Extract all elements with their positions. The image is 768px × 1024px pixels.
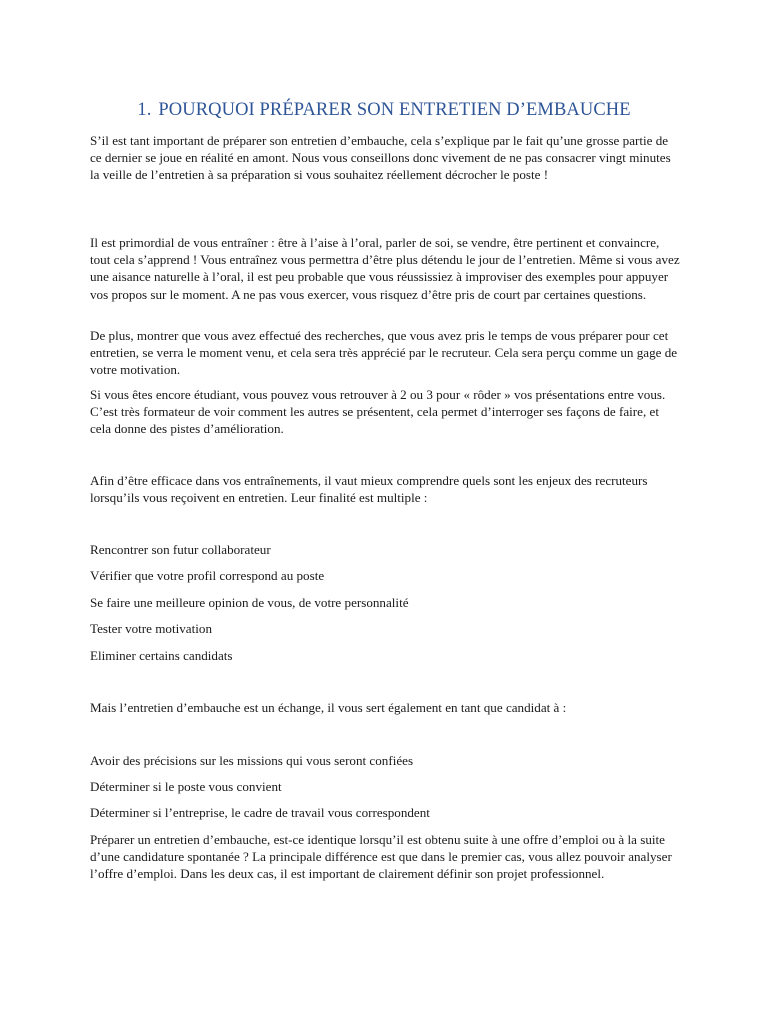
candidate-goal-item: Déterminer si le poste vous convient bbox=[90, 779, 282, 794]
conclusion-paragraph: Préparer un entretien d’embauche, est-ce identique lorsqu’il est obtenu suite à une offre d’emploi ou à la suite d’une candidature spontanée ? La principale différence est que dans le premier cas, vous allez pouvoir analyser l’offre d’emploi. Dans les deux cas, il est important de clairement définir son projet professionnel. bbox=[90, 832, 672, 882]
candidate-goal-item: Avoir des précisions sur les missions qui vous seront confiées bbox=[90, 753, 414, 768]
recruiter-goal-item: Eliminer certains candidats bbox=[90, 648, 233, 663]
research-paragraph: De plus, montrer que vous avez effectué des recherches, que vous avez pris le temps de vous préparer pour cet entretien, se verra le moment venu, et cela sera très apprécié par le recruteur. Cela sera perçu comme un gage de votre motivation. bbox=[90, 328, 678, 378]
heading-number: 1. bbox=[137, 100, 152, 120]
students-paragraph: Si vous êtes encore étudiant, vous pouvez vous retrouver à 2 ou 3 pour « rôder » vos présentations entre vous. C’est très formateur de voir comment les autres se présentent, cela permet d’interroger ses façons de faire, et cela donne des pistes d’amélioration. bbox=[90, 387, 666, 437]
exchange-paragraph: Mais l’entretien d’embauche est un échange, il vous sert également en tant que candidat à : bbox=[90, 700, 567, 715]
section-heading bbox=[0, 100, 768, 121]
heading-text: POURQUOI PRÉPARER SON ENTRETIEN D’EMBAUCHE bbox=[158, 100, 631, 120]
recruiter-goal-item: Rencontrer son futur collaborateur bbox=[90, 542, 271, 557]
stakes-paragraph: Afin d’être efficace dans vos entraînements, il vaut mieux comprendre quels sont les enjeux des recruteurs lorsqu’ils vous reçoivent en entretien. Leur finalité est multiple : bbox=[90, 473, 648, 506]
recruiter-goal-item: Se faire une meilleure opinion de vous, de votre personnalité bbox=[90, 595, 409, 610]
recruiter-goal-item: Tester votre motivation bbox=[90, 621, 212, 636]
candidate-goal-item: Déterminer si l’entreprise, le cadre de travail vous correspondent bbox=[90, 805, 430, 820]
intro-paragraph: S’il est tant important de préparer son entretien d’embauche, cela s’explique par le fait qu’une grosse partie de ce dernier se joue en réalité en amont. Nous vous conseillons donc vivement de ne pas consacrer vingt minutes la veille de l’entretien à sa préparation si vous souhaitez réellement décrocher le poste ! bbox=[90, 133, 671, 183]
recruiter-goal-item: Vérifier que votre profil correspond au poste bbox=[90, 568, 325, 583]
training-paragraph: Il est primordial de vous entraîner : être à l’aise à l’oral, parler de soi, se vendre, être pertinent et convaincre, tout cela s’apprend ! Vous entraînez vous permettra d’être plus détendu le jour de l’entretien. Même si vous avez une aisance naturelle à l’oral, il est peu probable que vous réussissiez à improviser des exemples pour appuyer vos propos sur le moment. A ne pas vous exercer, vous risquez d’être pris de court par certaines questions. bbox=[90, 235, 680, 302]
